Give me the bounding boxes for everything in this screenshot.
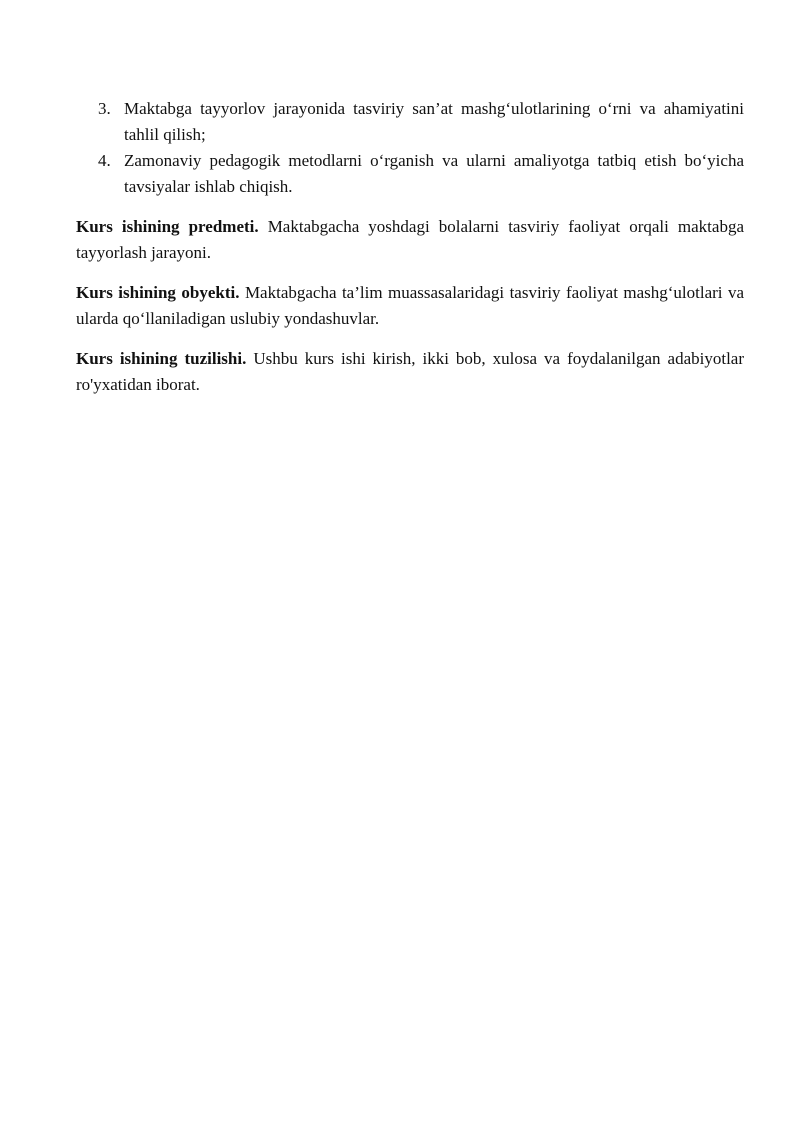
list-item	[76, 148, 744, 200]
subject-paragraph	[76, 214, 744, 266]
structure-text: Ushbu kurs ishi kirish, ikki bob, xulosa va foydalanilgan adabiyotlar ro'yxatidan iborat.	[76, 349, 745, 394]
object-heading: Kurs ishining obyekti.	[76, 283, 240, 302]
object-text: Maktabgacha ta’lim muassasalaridagi tasviriy faoliyat mashg‘ulotlari va ularda qo‘llaniladigan uslubiy yondashuvlar.	[76, 283, 745, 328]
subject-text: Maktabgacha yoshdagi bolalarni tasviriy faoliyat orqali maktabga tayyorlash jarayoni.	[76, 217, 744, 262]
structure-paragraph	[76, 346, 744, 398]
list-item-text: Zamonaviy pedagogik metodlarni o‘rganish va ularni amaliyotga tatbiq etish bo‘yicha tavsiyalar ishlab chiqish.	[124, 151, 744, 196]
list-item-number: 4.	[98, 151, 111, 170]
object-paragraph	[76, 280, 744, 332]
list-item-text: Maktabga tayyorlov jarayonida tasviriy san’at mashg‘ulotlarining o‘rni va ahamiyatini tahlil qilish;	[124, 99, 744, 144]
structure-heading: Kurs ishining tuzilishi.	[76, 349, 247, 368]
objectives-list	[76, 96, 744, 200]
list-item-number: 3.	[98, 99, 111, 118]
list-item	[76, 96, 744, 148]
subject-heading: Kurs ishining predmeti.	[76, 217, 259, 236]
page-content	[76, 96, 744, 412]
